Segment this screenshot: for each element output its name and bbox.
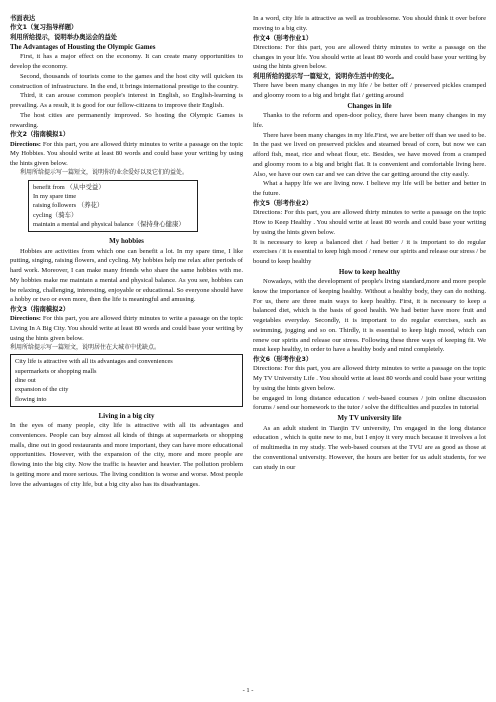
right-column	[253, 14, 486, 472]
essay4-directions: Directions: For this part, you are allowed thirty minutes to write a passage on the changes in your life. You should write at least 80 words and could base your writing by using the hints given below.	[253, 43, 486, 71]
hint-item: cycling（骑车）	[33, 211, 78, 219]
left-column	[10, 14, 243, 489]
essay3-essay-body: In the eyes of many people, city life is attractive with all its advantages and conveniences. People can buy almost all kinds of things at supermarkets or shopping malls, dine out in good restaurants and more important, they can have more educational opportunities. However, with the expansion of the city, more and more people are flowing into the big city. Now the traffic is heavier and heavier. The pollution problem is getting more and more serious. The living condition is worse and worse. Most people love the advantages of city life, but a big city also has its disadvantages.	[10, 422, 243, 488]
essay2-title: 作文2（指南模拟1）	[10, 131, 70, 139]
essay3-directions	[10, 314, 243, 343]
hint-item: City life is attractive with all its advantages and conveniences	[15, 358, 173, 366]
essay5-essay-body: Nowadays, with the development of people's living standard,more and more people know the importance of keeping healthy. Without a healthy body, they can do nothing. For us, there are three main ways to keep healthy. First, it is necessary to keep a balanced diet, which is the basis of good health. We had better have more fruit and vegetables everyday. Secondly, it is important to do regular exercises, such as swimming, jogging and so on. Thirdly, it is essential to keep high mood, which can renew our spirits and release our stress. Following these three ways of keeping fit. We must keep healthy, in order to have a healthy body and mind completely.	[253, 278, 486, 354]
essay1-paragraph: The host cities are permanently improved. So hosting the Olympic Games is rewarding.	[10, 111, 243, 129]
essay4-paragraph: What a happy life we are living now. I believe my life will be better and better in the future.	[253, 180, 486, 198]
hint-item: supermarkets or shopping malls	[15, 367, 97, 375]
essay2-hint-box	[28, 180, 198, 232]
essay3-title: 作文3（指南模拟2）	[10, 306, 70, 313]
essay1-prompt: 利用所给提示，说明举办奥运会的益处	[10, 33, 118, 41]
essay4-chinese-hint: 利用所给的提示写一篇短文，说明你生活中的变化。	[253, 73, 398, 81]
directions-text: For this part, you are allowed thirty minutes to write a passage on the topic Living In A Big City. You should write at least 80 words and could base your writing by using the hints given below.	[10, 315, 243, 342]
essay5-hints: It is necessary to keep a balanced diet / had better / it is important to do regular exercises / it is essential to keep high mood / renew our spirits and release our stress / be bound to keep healthy	[253, 238, 486, 266]
essay3-essay-title: Living in a big city	[98, 411, 155, 420]
essay1-title: 作文1（复习指导样题）	[10, 24, 78, 32]
essay3-hint-box	[10, 354, 243, 406]
directions-label: Directions:	[10, 140, 42, 148]
essay2-directions	[10, 140, 243, 169]
essay5-title: 作文5（形考作业2）	[253, 199, 313, 207]
hint-item: In my spare time	[33, 193, 77, 201]
hint-item: expansion of the city	[15, 386, 69, 394]
essay2-essay-body: Hobbies are activities from which one can benefit a lot. In my spare time, I like putting, singing, raising flowers, and cycling. My hobbies help me relax after periods of hard work. Moreover, I can make many friends who share the same hobbies with me. My hobbies make me maintain a mental and physical balance. As you see, hobbies can be relaxing, challenging, interesting, enjoyable or educational. So everyone should have a hobby or two or even more, then the life is meaningful and amusing.	[10, 247, 243, 304]
essay4-hints: There have been many changes in my life / be better off / preserved pickles cramped and gloomy room to a big and bright flat / getting around	[253, 82, 486, 100]
essay4-title: 作文4（形考作业1）	[253, 34, 313, 42]
hint-item: dine out	[15, 377, 36, 384]
essay3-chinese-hint: 利用所给提示写一篇短文，说明居住在大城市中优缺点。	[10, 343, 161, 351]
essay6-essay-body: As an adult student in Tianjin TV university, I'm engaged in the long distance education , which is quite new to me, but I enjoy it very much because it involves a lot of multimedia in my study. The web-based courses at the TVU are as good as those at the conventional university. However, the hours are better for us adult students, for we can study in our	[253, 424, 486, 471]
essay4-paragraph: Thanks to the reform and open-door policy, there have been many changes in my life.	[253, 112, 486, 129]
essay4-essay-title: Changes in life	[347, 101, 392, 110]
hint-item: raising followers （养花）	[33, 202, 104, 210]
essay1-paragraph: First, it has a major effect on the economy. It can create many opportunities to develop the economy.	[10, 53, 243, 71]
section-header: 书面表达	[10, 15, 36, 22]
essay2-chinese-hint: 利用所给提示写一篇短文，说明你的业余爱好以及它们的益处。	[20, 168, 189, 176]
essay6-hints: be engaged in long distance education / web-based courses / join online discussion forums / send our homework to the tutor / solve the difficulties and puzzles in tutorial	[253, 394, 486, 412]
essay5-directions: Directions: For this part, you are allowed thirty minutes to write a passage on the topic How to Keep Healthy . You should write at least 80 words and could base your writing by using the hints given below.	[253, 209, 486, 236]
essay2-essay-title: My hobbies	[109, 237, 144, 246]
hint-item: benefit from （从中受益）	[33, 183, 105, 191]
essay1-paragraph: Third, it can arouse common people's interest in English, so English-learning is prevailing. As a result, it is good for our fellow-citizens to improve their English.	[10, 92, 243, 110]
essay1-heading: The Advantages of Housting the Olympic Games	[10, 42, 156, 51]
essay5-essay-title: How to keep healthy	[338, 267, 401, 276]
hint-item: maintain a mental and physical balance（保持身心健康）	[33, 220, 185, 228]
essay4-paragraph: There have been many changes in my life.First, we are better off than we used to be. In the past we lived on preserved pickles and steamed bread of corn, but now we can afford fish, meat, rice and wheat flour, etc. Besides, we have moved from a cramped and gloomy room to a big and bright flat. It is convenient and comfortable living here. Also, we have our own car and we can drive the car getting around the city easily.	[253, 131, 486, 178]
directions-label: Directions:	[10, 315, 42, 323]
essay1-paragraph: Second, thousands of tourists come to the games and the host city will quicken its construction of infrastructure. In the end, it brings international prestige to the country.	[10, 72, 243, 90]
directions-text: For this part, you are allowed thirty minutes to write a passage on the topic My Hobbies. You should write at least 80 words and could base your writing by using the hints given below.	[10, 140, 243, 168]
essay3-conclusion: In a word, city life is attractive as well as troublesome. You should think it over before moving to a big city.	[253, 15, 486, 32]
essay6-essay-title: My TV university life	[337, 414, 402, 423]
essay6-title: 作文6（形考作业3）	[253, 356, 313, 364]
hint-item: flowing into	[15, 395, 47, 403]
page-number: - 1 -	[242, 687, 254, 694]
essay6-directions: Directions: For this part, you are allowed thirty minutes to write a passage on the topic My TV University Life . You should write at least 80 words and could base your writing by using the hints given below.	[253, 365, 486, 392]
